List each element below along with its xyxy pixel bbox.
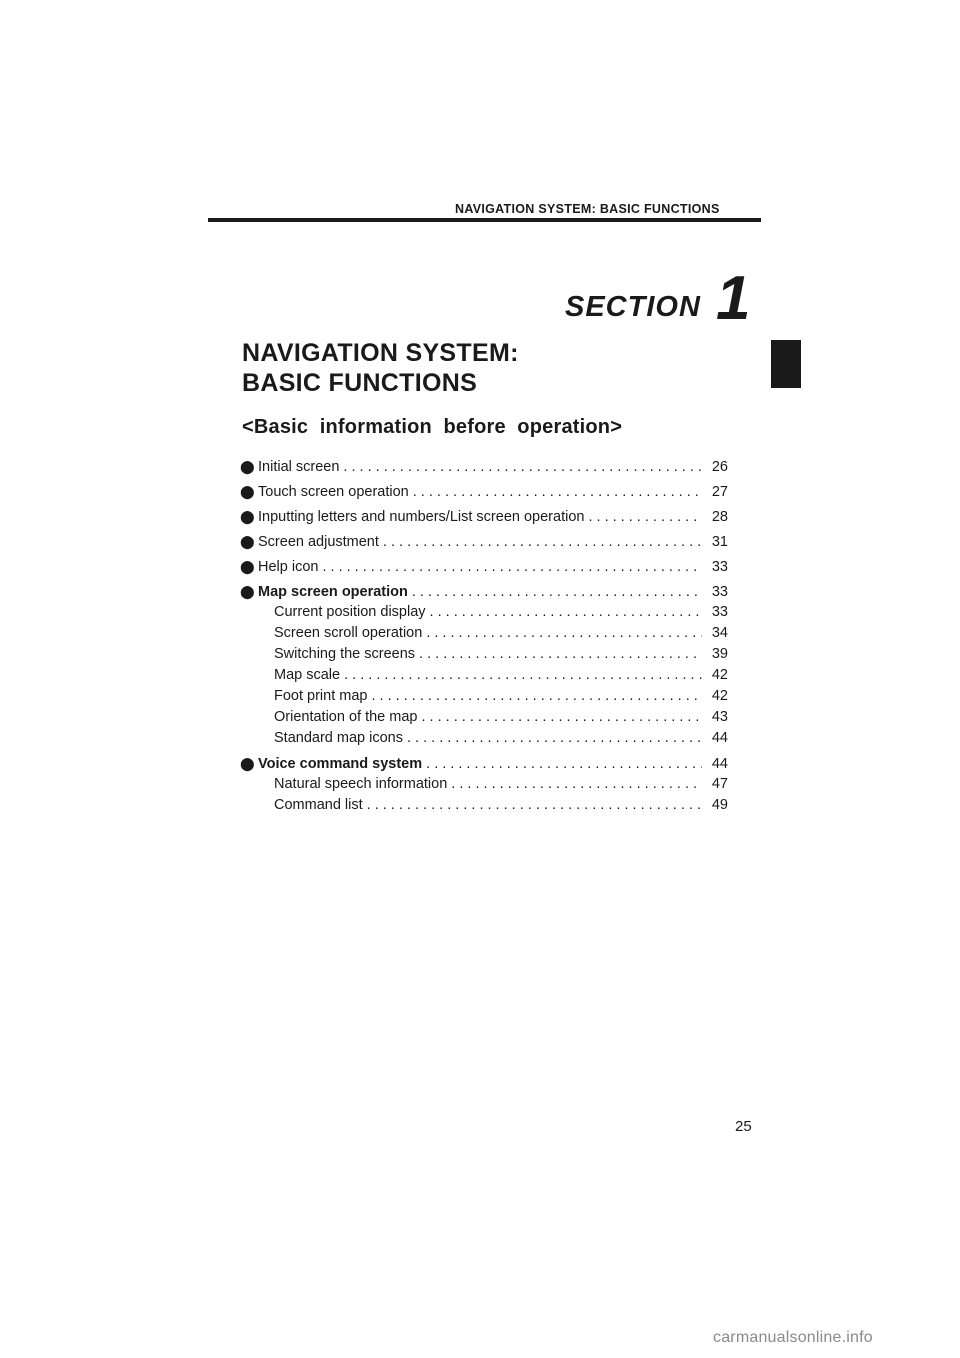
toc-entry-page: 49 [711,797,728,813]
toc-dot-leader [421,707,702,728]
toc-entry-label: Map scale [274,667,341,683]
toc-entry-label: Initial screen [258,459,340,475]
section-thumb-tab [771,340,801,388]
toc-entry-page: 43 [711,709,728,725]
toc-dot-leader [412,582,702,603]
toc-entry-label: Screen adjustment [258,534,379,550]
toc-dot-leader [343,457,702,478]
toc-entry[interactable] [240,623,728,644]
toc-entry[interactable] [240,581,728,602]
toc-entry-label: Switching the screens [274,646,416,662]
toc-dot-leader [322,557,702,578]
toc-entry-label: Standard map icons [274,730,403,746]
page-number: 25 [735,1118,752,1135]
bullet-icon: ⬤ [240,484,255,499]
toc-entry[interactable] [240,644,728,665]
toc-dot-leader [430,602,702,623]
section-label: SECTION [565,291,701,323]
toc-dot-leader [372,686,703,707]
toc-entry[interactable] [240,686,728,707]
toc-entry[interactable] [240,707,728,728]
toc-entry[interactable] [240,506,728,527]
toc-dot-leader [588,507,702,528]
toc-dot-leader [451,774,702,795]
toc-entry[interactable] [240,531,728,552]
toc-entry-page: 47 [711,776,728,792]
bullet-icon: ⬤ [240,559,255,574]
toc-entry[interactable] [240,795,728,816]
toc-entry[interactable] [240,665,728,686]
toc-entry-label: Current position display [274,604,426,620]
toc-entry-page: 31 [711,534,728,550]
toc-dot-leader [426,754,702,775]
toc-entry-page: 44 [711,730,728,746]
toc-entry-label: Natural speech information [274,776,448,792]
page-title-line-2: BASIC FUNCTIONS [242,369,478,397]
watermark: carmanualsonline.info [713,1329,873,1346]
toc-entry-label: Inputting letters and numbers/List screen operation [258,509,585,525]
toc-entry-page: 33 [711,604,728,620]
toc-entry[interactable] [240,456,728,477]
toc-entry-page: 39 [711,646,728,662]
toc-entry-label: Help icon [258,559,319,575]
toc-entry-page: 34 [711,625,728,641]
toc-entry-page: 42 [711,688,728,704]
toc-entry[interactable] [240,556,728,577]
toc-dot-leader [383,532,702,553]
toc-dot-leader [426,623,702,644]
toc-entry-page: 33 [711,559,728,575]
toc-entry[interactable] [240,481,728,502]
toc-entry-label: Touch screen operation [258,484,409,500]
toc-dot-leader [367,795,702,816]
toc-entry[interactable] [240,753,728,774]
toc-entry-page: 44 [711,756,728,772]
toc-entry[interactable] [240,602,728,623]
toc-dot-leader [344,665,702,686]
toc-entry-label: Command list [274,797,363,813]
toc-entry[interactable] [240,774,728,795]
toc-entry-label: Voice command system [258,756,423,772]
page-subtitle: <Basic information before operation> [242,416,623,438]
page-title [242,338,519,398]
toc-entry-page: 26 [711,459,728,475]
section-number: 1 [716,264,751,333]
toc-dot-leader [419,644,702,665]
bullet-icon: ⬤ [240,756,255,771]
toc-entry-label: Foot print map [274,688,368,704]
table-of-contents [240,456,728,816]
bullet-icon: ⬤ [240,534,255,549]
bullet-icon: ⬤ [240,509,255,524]
header-rule [208,218,761,222]
toc-entry-label: Map screen operation [258,584,408,600]
toc-entry[interactable] [240,728,728,749]
running-header: NAVIGATION SYSTEM: BASIC FUNCTIONS [455,202,720,216]
toc-dot-leader [413,482,702,503]
toc-entry-page: 42 [711,667,728,683]
toc-entry-page: 28 [711,509,728,525]
toc-dot-leader [407,728,702,749]
toc-entry-label: Orientation of the map [274,709,418,725]
page-title-line-1: NAVIGATION SYSTEM: [242,339,519,367]
bullet-icon: ⬤ [240,459,255,474]
toc-entry-page: 33 [711,584,728,600]
toc-entry-page: 27 [711,484,728,500]
bullet-icon: ⬤ [240,584,255,599]
toc-entry-label: Screen scroll operation [274,625,423,641]
